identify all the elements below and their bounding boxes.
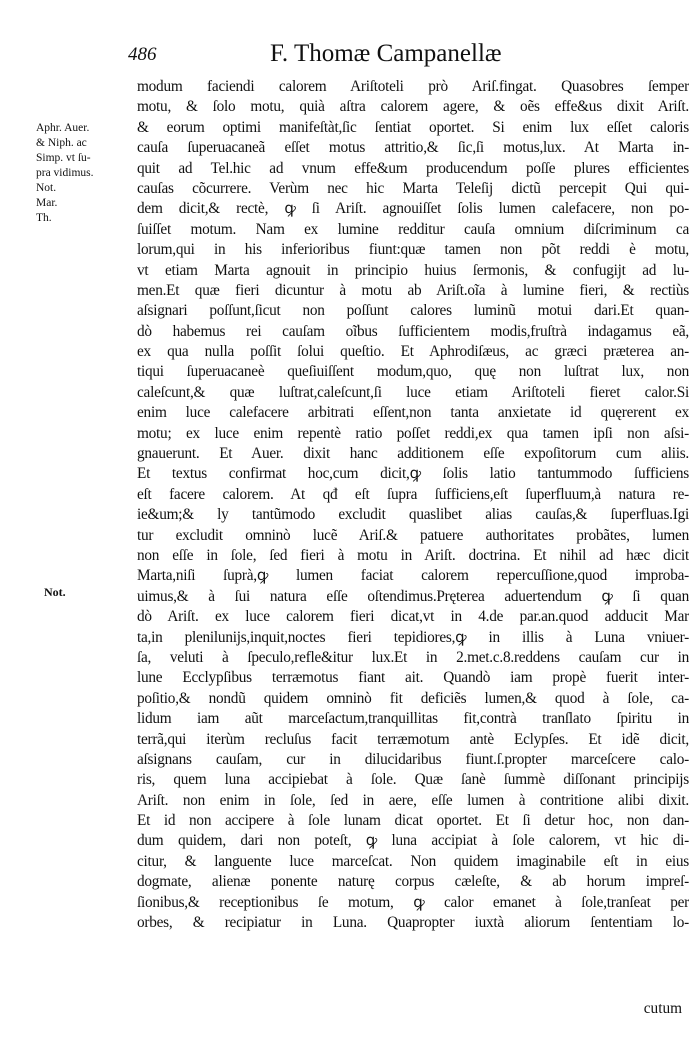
text-line: terrã,qui iterùm recluſus facit terræmotum antè Eclypſes. Et idẽ dicit, — [137, 730, 689, 748]
text-line: tur excludit omninò lucẽ Ariſ.& patuere authoritates probãtes, lumen — [137, 526, 689, 544]
body-text — [137, 77, 689, 933]
text-line: citur, & languente luce marceſcat. Non quidem imaginabile eſt in eius — [137, 852, 689, 870]
marginal-note-line: Aphr. Auer. — [36, 122, 90, 134]
text-line: motu; ex luce enim repentè ratio poſſet reddi,ex qua tamen ipſi non aſsi- — [137, 424, 689, 442]
marginal-note-top — [36, 121, 132, 226]
text-line: dem dicit,& rectè, ꝙ ſi Ariſt. agnouiſſet ſolis lumen calefacere, non po- — [137, 200, 689, 218]
text-line: ex qua nulla poſſit ſolui queſtio. Et Aphrodiſæus, ac græci præterea an- — [137, 343, 689, 361]
text-line: cauſa ſuperuacaneã eſſet motus attritio,& ſic,ſi motus,lux. At Marta in- — [137, 139, 689, 157]
text-line: ſionibus,& receptionibus ſe motum, ꝙ calor emanet à ſole,tranſeat per — [137, 893, 689, 911]
text-line: dò Ariſt. ex luce calorem fieri dicat,vt in 4.de par.an.quod adducit Mar — [137, 608, 689, 626]
text-line: ta,in plenilunijs,inquit,noctes fieri tepidiores,ꝙ in illis à Luna vniuer- — [137, 628, 689, 646]
text-line: dò habemus rei cauſam oĩbus ſufficientem modis,fruſtrà indagamus eã, — [137, 322, 689, 340]
text-line: gnauerunt. Et Auer. dixit hanc additionem eſſe expoſitorum cum aliis. — [137, 445, 689, 463]
text-line: non eſſe in ſole, ſed fieri à motu in Ariſt. doctrina. Et nihil ad hæc dicit — [137, 546, 689, 564]
marginal-note-line: Th. — [36, 212, 52, 224]
text-line: ris, quem luna accipiebat à ſole. Quæ ſanè ſummè diſſonant principijs — [137, 771, 689, 789]
text-line: lune Ecclypſibus terræmotus fiant ait. Quandò iam propè fuerit inter- — [137, 669, 689, 687]
text-line: lorum,qui in his inferioribus fiunt:quæ tamen non põt reddi è motu, — [137, 241, 689, 259]
text-line: dum quidem, dari non poteſt, ꝙ luna accipiat à ſole calorem, vt hic di- — [137, 832, 689, 850]
marginal-note-line: Mar. — [36, 197, 58, 209]
running-head: F. Thomæ Campanellæ — [270, 40, 502, 67]
text-line: enim luce calefacere arbitrati eſſent,non tanta anxietate id quęrerent ex — [137, 404, 689, 422]
text-line: & eorum optimi manifeſtàt,ſic ſentiat oportet. Si enim lux eſſet caloris — [137, 118, 689, 136]
text-line: uimus,& à ſui natura eſſe oſtendimus.Pręterea aduertendum ꝙ ſi quan — [137, 587, 689, 605]
text-line: Ariſt. non enim in ſole, ſed in aere, eſſe lumen à contritione alibi dixit. — [137, 791, 689, 809]
text-line: cauſas cõcurrere. Verùm nec hic Marta Teleſij dictũ percepit Qui qui- — [137, 179, 689, 197]
text-line: lidum iam aũt marceſactum,tranquillitas fit,contrà tranſlato ſpiritu in — [137, 710, 689, 728]
text-line: modum faciendi calorem Ariſtoteli prò Ariſ.fingat. Quasobres ſemper — [137, 78, 689, 95]
text-line: aſsignari poſſunt,ſicut non poſſunt calores luminũ motui dari.Et quan- — [137, 302, 689, 320]
text-line: caleſcunt,& quæ luſtrat,caleſcunt,ſi luce etiam Ariſtoteli fieret calor.Si — [137, 383, 689, 401]
marginal-note-line: Not. — [36, 182, 57, 194]
marginal-note-line: Simp. vt ſu- — [36, 152, 91, 164]
text-line: dogmate, alienæ ponente naturę corpus cæleſte, & ab horum impreſ- — [137, 873, 689, 891]
text-line: ſa, veluti à ſpeculo,refle&itur lux.Et in 2.met.c.8.reddens cauſam cur in — [137, 648, 689, 666]
text-line: Et id non accipere à ſole lunam dicat oportet. Et ſi detur hoc, non dan- — [137, 812, 689, 830]
text-line: aſsignans cauſam, cur in dilucidaribus fiunt.ſ.propter marceſcere calo- — [137, 750, 689, 768]
marginal-note-line: & Niph. ac — [36, 137, 87, 149]
text-line: men.Et quæ fieri dicuntur à motu ab Ariſt.oĩa à lumine fieri, & rectiùs — [137, 281, 689, 299]
text-line: tiqui ſuperuacaneè queſiuiſſent modum,quo, quę non luſtrat lux, non — [137, 363, 689, 381]
text-line: Et textus confirmat hoc,cum dicit,ꝙ ſolis latio tantummodo ſufficiens — [137, 465, 689, 483]
text-line: motu, & ſolo motu, quià aſtra calorem agere, & oẽs effe&us dixit Ariſt. — [137, 98, 689, 116]
catchword: cutum — [643, 1000, 682, 1017]
page-number: 486 — [128, 44, 157, 65]
text-line: ie&um;& ly tantũmodo excludit quaslibet alias cauſas,& ſuperfluas.Igi — [137, 506, 689, 524]
text-line: ſuiſſet motum. Nam ex lumine redditur cauſa omnium diſcriminum ca — [137, 220, 689, 238]
text-line: quit ad Tel.hic ad vnum effe&um producendum poſſe plures efficientes — [137, 159, 689, 177]
marginal-note-lower: Not. — [44, 585, 66, 599]
text-line: poſitio,& nondũ quidem omninò fit deficiẽs lumen,& quod à ſole, ca- — [137, 689, 689, 707]
text-line: eſt facere calorem. At qđ eſt ſupra ſufficiens,eſt ſuperfluum,à natura re- — [137, 485, 689, 503]
text-line: vt etiam Marta agnouit in principio huius ſermonis, & confugijt ad lu- — [137, 261, 689, 279]
text-line: Marta,niſi ſuprà,ꝙ lumen faciat calorem repercuſſione,quod improba- — [137, 567, 689, 585]
marginal-note-line: pra vidimus. — [36, 167, 94, 179]
text-line: orbes, & recipiatur in Luna. Quapropter iuxtà aliorum ſententiam lo- — [137, 914, 689, 932]
